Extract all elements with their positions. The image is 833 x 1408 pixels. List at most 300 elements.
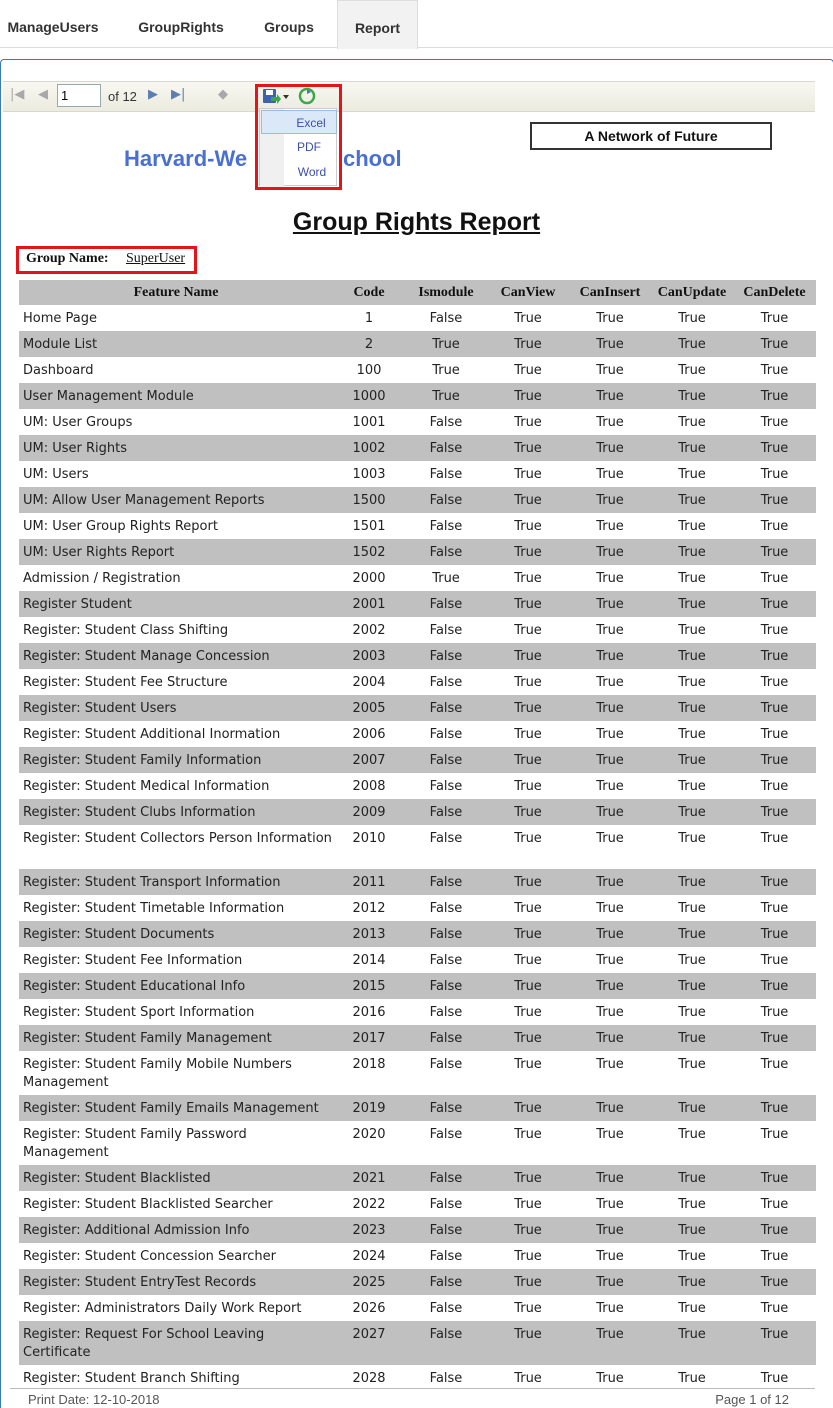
col-feature-name: Feature Name bbox=[19, 280, 333, 305]
canupdate-cell: True bbox=[678, 675, 706, 690]
table-row bbox=[19, 643, 816, 669]
table-row bbox=[19, 1269, 816, 1295]
table-row bbox=[19, 539, 816, 565]
code-cell: 1 bbox=[364, 311, 374, 326]
code-cell: 2012 bbox=[352, 901, 386, 916]
col-caninsert: CanInsert bbox=[569, 280, 651, 305]
canupdate-cell: True bbox=[678, 953, 706, 968]
code-cell: 2010 bbox=[352, 831, 386, 846]
table-row bbox=[19, 999, 816, 1025]
table-row bbox=[19, 1121, 816, 1165]
caninsert-cell: True bbox=[569, 383, 651, 409]
code-cell: 2015 bbox=[333, 973, 405, 999]
tab-grouprights[interactable]: GroupRights bbox=[138, 19, 224, 35]
caninsert-cell: True bbox=[596, 779, 624, 794]
table-row bbox=[19, 487, 816, 513]
candelete-cell: True bbox=[760, 1057, 789, 1072]
code-cell: 2019 bbox=[333, 1095, 405, 1121]
canview-cell: True bbox=[514, 1005, 542, 1020]
caninsert-cell: True bbox=[569, 799, 651, 825]
candelete-cell: True bbox=[760, 901, 789, 916]
canview-cell: True bbox=[487, 435, 569, 461]
feature-name-cell: Register: Student Blacklisted bbox=[19, 1165, 333, 1191]
candelete-cell: True bbox=[760, 311, 789, 326]
feature-name-cell: Register: Student Documents bbox=[19, 921, 333, 947]
ismodule-cell: False bbox=[429, 831, 463, 846]
canview-cell: True bbox=[514, 1249, 542, 1264]
canview-cell: True bbox=[487, 869, 569, 895]
ismodule-cell: False bbox=[429, 779, 463, 794]
table-row bbox=[19, 869, 816, 895]
tab-manageusers[interactable]: ManageUsers bbox=[7, 19, 99, 35]
candelete-cell: True bbox=[733, 487, 816, 513]
canupdate-cell: True bbox=[651, 973, 733, 999]
canupdate-cell: True bbox=[651, 539, 733, 565]
feature-name-cell: Admission / Registration bbox=[23, 571, 181, 586]
canview-cell: True bbox=[487, 1165, 569, 1191]
candelete-cell: True bbox=[760, 1197, 789, 1212]
table-row bbox=[19, 773, 816, 799]
ismodule-cell: False bbox=[405, 435, 487, 461]
ismodule-cell: False bbox=[429, 1249, 463, 1264]
candelete-cell: True bbox=[760, 1371, 789, 1386]
table-row bbox=[19, 1243, 816, 1269]
page-count-label: of 12 bbox=[108, 89, 137, 104]
col-code: Code bbox=[333, 280, 405, 305]
feature-name-cell: Register: Student Collectors Person Information bbox=[23, 831, 332, 846]
feature-name-cell: Register: Student Blacklisted Searcher bbox=[23, 1197, 273, 1212]
candelete-cell: True bbox=[760, 953, 789, 968]
feature-name-cell: Register: Student Family Management bbox=[19, 1025, 333, 1051]
candelete-cell: True bbox=[760, 415, 789, 430]
candelete-cell: True bbox=[733, 435, 816, 461]
caninsert-cell: True bbox=[569, 973, 651, 999]
caninsert-cell: True bbox=[596, 467, 624, 482]
canupdate-cell: True bbox=[651, 487, 733, 513]
candelete-cell: True bbox=[733, 1321, 816, 1365]
ismodule-cell: False bbox=[405, 487, 487, 513]
feature-name-cell: Register: Student Medical Information bbox=[23, 779, 270, 794]
ismodule-cell: False bbox=[429, 675, 463, 690]
table-row bbox=[19, 973, 816, 999]
caninsert-cell: True bbox=[596, 363, 624, 378]
code-cell: 100 bbox=[356, 363, 382, 378]
canview-cell: True bbox=[514, 363, 542, 378]
next-page-icon[interactable]: ▶ bbox=[148, 87, 158, 102]
feature-name-cell: Register: Student Branch Shifting bbox=[23, 1371, 240, 1386]
canupdate-cell: True bbox=[651, 383, 733, 409]
print-date: Print Date: 12-10-2018 bbox=[28, 1392, 160, 1407]
canupdate-cell: True bbox=[678, 311, 706, 326]
canview-cell: True bbox=[487, 1321, 569, 1365]
canupdate-cell: True bbox=[651, 1217, 733, 1243]
canview-cell: True bbox=[514, 1057, 542, 1072]
canview-cell: True bbox=[487, 331, 569, 357]
table-row bbox=[19, 1165, 816, 1191]
ismodule-cell: False bbox=[405, 921, 487, 947]
canview-cell: True bbox=[487, 921, 569, 947]
code-cell: 1500 bbox=[333, 487, 405, 513]
canview-cell: True bbox=[514, 623, 542, 638]
feature-name-cell: Register: Student Family Information bbox=[19, 747, 333, 773]
code-cell: 1000 bbox=[333, 383, 405, 409]
candelete-cell: True bbox=[760, 571, 789, 586]
code-cell: 2013 bbox=[333, 921, 405, 947]
code-cell: 2016 bbox=[352, 1005, 386, 1020]
code-cell: 2017 bbox=[333, 1025, 405, 1051]
caninsert-cell: True bbox=[569, 435, 651, 461]
feature-name-cell: Register: Student EntryTest Records bbox=[19, 1269, 333, 1295]
export-word-option[interactable]: Word bbox=[297, 165, 327, 179]
export-pdf-option[interactable]: PDF bbox=[297, 140, 321, 154]
candelete-cell: True bbox=[733, 1025, 816, 1051]
ismodule-cell: False bbox=[429, 727, 463, 742]
ismodule-cell: False bbox=[405, 973, 487, 999]
school-name-visible: Harvard-We bbox=[124, 146, 248, 171]
candelete-cell: True bbox=[760, 675, 789, 690]
candelete-cell: True bbox=[760, 1249, 789, 1264]
ismodule-cell: False bbox=[429, 953, 463, 968]
candelete-cell: True bbox=[733, 1165, 816, 1191]
feature-name-cell: Home Page bbox=[23, 311, 97, 326]
tab-report[interactable]: Report bbox=[337, 0, 418, 49]
canupdate-cell: True bbox=[678, 727, 706, 742]
candelete-cell: True bbox=[733, 973, 816, 999]
canupdate-cell: True bbox=[651, 435, 733, 461]
canview-cell: True bbox=[514, 953, 542, 968]
feature-name-cell: Register: Student Manage Concession bbox=[19, 643, 333, 669]
ismodule-cell: False bbox=[405, 695, 487, 721]
feature-name-cell: Module List bbox=[19, 331, 333, 357]
feature-name-cell: Register: Student Educational Info bbox=[19, 973, 333, 999]
feature-name-cell: Register Student bbox=[19, 591, 333, 617]
code-cell: 2003 bbox=[333, 643, 405, 669]
table-row bbox=[19, 895, 816, 921]
code-cell: 2006 bbox=[352, 727, 386, 742]
caninsert-cell: True bbox=[569, 1321, 651, 1365]
candelete-cell: True bbox=[733, 921, 816, 947]
caninsert-cell: True bbox=[596, 571, 624, 586]
code-cell: 1003 bbox=[352, 467, 386, 482]
ismodule-cell: False bbox=[405, 539, 487, 565]
ismodule-cell: False bbox=[429, 467, 463, 482]
feature-name-cell: UM: User Rights bbox=[19, 435, 333, 461]
canupdate-cell: True bbox=[678, 415, 706, 430]
code-cell: 2024 bbox=[352, 1249, 386, 1264]
caninsert-cell: True bbox=[596, 1057, 624, 1072]
candelete-cell: True bbox=[733, 1217, 816, 1243]
caninsert-cell: True bbox=[596, 953, 624, 968]
canview-cell: True bbox=[514, 311, 542, 326]
candelete-cell: True bbox=[733, 747, 816, 773]
ismodule-cell: False bbox=[429, 623, 463, 638]
group-name-label: Group Name: bbox=[26, 251, 109, 266]
rights-table bbox=[19, 280, 816, 1391]
caninsert-cell: True bbox=[569, 643, 651, 669]
feature-name-cell: Register: Student Sport Information bbox=[23, 1005, 255, 1020]
canupdate-cell: True bbox=[678, 519, 706, 534]
col-canupdate: CanUpdate bbox=[651, 280, 733, 305]
caninsert-cell: True bbox=[569, 695, 651, 721]
tagline-box: A Network of Future bbox=[530, 122, 772, 150]
canview-cell: True bbox=[487, 799, 569, 825]
caninsert-cell: True bbox=[569, 1095, 651, 1121]
table-header-row bbox=[19, 280, 816, 305]
ismodule-cell: False bbox=[429, 901, 463, 916]
caninsert-cell: True bbox=[596, 623, 624, 638]
candelete-cell: True bbox=[733, 539, 816, 565]
table-row bbox=[19, 1321, 816, 1365]
candelete-cell: True bbox=[733, 331, 816, 357]
caninsert-cell: True bbox=[596, 1005, 624, 1020]
canview-cell: True bbox=[514, 901, 542, 916]
feature-name-cell: Register: Student Timetable Information bbox=[23, 901, 285, 916]
table-row bbox=[19, 1025, 816, 1051]
table-row bbox=[19, 435, 816, 461]
table-row bbox=[19, 669, 816, 695]
footer-divider bbox=[10, 1388, 815, 1389]
canupdate-cell: True bbox=[678, 779, 706, 794]
ismodule-cell: False bbox=[405, 1025, 487, 1051]
table-row bbox=[19, 1095, 816, 1121]
canupdate-cell: True bbox=[651, 869, 733, 895]
code-cell: 2009 bbox=[333, 799, 405, 825]
caninsert-cell: True bbox=[596, 727, 624, 742]
canview-cell: True bbox=[487, 383, 569, 409]
canview-cell: True bbox=[514, 519, 542, 534]
table-row bbox=[19, 305, 816, 331]
feature-name-cell: Register: Student Additional Inormation bbox=[23, 727, 281, 742]
ismodule-cell: False bbox=[405, 869, 487, 895]
ismodule-cell: False bbox=[429, 1005, 463, 1020]
table-row bbox=[19, 1191, 816, 1217]
export-excel-option[interactable]: Excel bbox=[261, 110, 337, 134]
canview-cell: True bbox=[514, 571, 542, 586]
canupdate-cell: True bbox=[651, 747, 733, 773]
code-cell: 2004 bbox=[352, 675, 386, 690]
prev-page-icon[interactable]: ◀ bbox=[38, 87, 48, 102]
canupdate-cell: True bbox=[651, 591, 733, 617]
last-page-icon[interactable]: ▶| bbox=[171, 87, 186, 102]
caninsert-cell: True bbox=[569, 1165, 651, 1191]
canupdate-cell: True bbox=[678, 1301, 706, 1316]
candelete-cell: True bbox=[760, 363, 789, 378]
feature-name-cell: Register: Administrators Daily Work Report bbox=[23, 1301, 302, 1316]
candelete-cell: True bbox=[733, 383, 816, 409]
candelete-cell: True bbox=[733, 799, 816, 825]
feature-name-cell: Register: Student Concession Searcher bbox=[23, 1249, 277, 1264]
canview-cell: True bbox=[487, 1025, 569, 1051]
code-cell: 2014 bbox=[352, 953, 386, 968]
feature-name-cell: Register: Additional Admission Info bbox=[19, 1217, 333, 1243]
table-row bbox=[19, 409, 816, 435]
ismodule-cell: True bbox=[405, 383, 487, 409]
caninsert-cell: True bbox=[596, 311, 624, 326]
canview-cell: True bbox=[514, 1197, 542, 1212]
first-page-icon[interactable]: |◀ bbox=[10, 87, 25, 102]
ismodule-cell: False bbox=[429, 1057, 463, 1072]
canupdate-cell: True bbox=[651, 695, 733, 721]
table-row bbox=[19, 1217, 816, 1243]
ismodule-cell: False bbox=[429, 1301, 463, 1316]
caninsert-cell: True bbox=[569, 591, 651, 617]
back-icon[interactable]: ◆ bbox=[218, 87, 228, 102]
table-row bbox=[19, 1051, 816, 1095]
ismodule-cell: False bbox=[405, 1165, 487, 1191]
table-row bbox=[19, 1295, 816, 1321]
canview-cell: True bbox=[514, 779, 542, 794]
feature-name-cell: Register: Student Fee Information bbox=[23, 953, 243, 968]
col-ismodule: Ismodule bbox=[405, 280, 487, 305]
caninsert-cell: True bbox=[596, 901, 624, 916]
caninsert-cell: True bbox=[596, 1371, 624, 1386]
canview-cell: True bbox=[487, 591, 569, 617]
code-cell: 2000 bbox=[352, 571, 386, 586]
feature-name-cell: UM: Allow User Management Reports bbox=[19, 487, 333, 513]
page-number-input[interactable] bbox=[57, 84, 101, 107]
caninsert-cell: True bbox=[596, 675, 624, 690]
canview-cell: True bbox=[487, 1217, 569, 1243]
canupdate-cell: True bbox=[651, 1095, 733, 1121]
candelete-cell: True bbox=[733, 869, 816, 895]
code-cell: 2001 bbox=[333, 591, 405, 617]
export-dropdown bbox=[259, 108, 337, 186]
caninsert-cell: True bbox=[569, 1025, 651, 1051]
canview-cell: True bbox=[514, 1301, 542, 1316]
candelete-cell: True bbox=[733, 1095, 816, 1121]
table-row bbox=[19, 721, 816, 747]
feature-name-cell: Register: Student Clubs Information bbox=[19, 799, 333, 825]
candelete-cell: True bbox=[733, 643, 816, 669]
canview-cell: True bbox=[514, 415, 542, 430]
canview-cell: True bbox=[514, 1127, 542, 1142]
caninsert-cell: True bbox=[569, 921, 651, 947]
candelete-cell: True bbox=[733, 591, 816, 617]
feature-name-cell: Register: Student Family Password Management bbox=[23, 1127, 247, 1160]
table-row bbox=[19, 799, 816, 825]
table-row bbox=[19, 565, 816, 591]
caninsert-cell: True bbox=[596, 519, 624, 534]
code-cell: 1002 bbox=[333, 435, 405, 461]
ismodule-cell: False bbox=[405, 1217, 487, 1243]
code-cell: 2027 bbox=[333, 1321, 405, 1365]
canupdate-cell: True bbox=[651, 1321, 733, 1365]
page-indicator: Page 1 of 12 bbox=[715, 1392, 789, 1407]
ismodule-cell: False bbox=[405, 747, 487, 773]
group-name-value[interactable]: SuperUser bbox=[126, 251, 186, 266]
canview-cell: True bbox=[487, 487, 569, 513]
feature-name-cell: Register: Student Family Emails Management bbox=[19, 1095, 333, 1121]
code-cell: 2020 bbox=[352, 1127, 386, 1142]
candelete-cell: True bbox=[733, 695, 816, 721]
canupdate-cell: True bbox=[678, 901, 706, 916]
canupdate-cell: True bbox=[678, 571, 706, 586]
code-cell: 2011 bbox=[333, 869, 405, 895]
canview-cell: True bbox=[487, 695, 569, 721]
school-name bbox=[124, 146, 247, 172]
code-cell: 2002 bbox=[352, 623, 386, 638]
caninsert-cell: True bbox=[569, 1217, 651, 1243]
canupdate-cell: True bbox=[651, 1165, 733, 1191]
candelete-cell: True bbox=[760, 831, 789, 846]
code-cell: 1501 bbox=[352, 519, 386, 534]
feature-name-cell: Register: Student Users bbox=[19, 695, 333, 721]
col-canview: CanView bbox=[487, 280, 569, 305]
canview-cell: True bbox=[487, 1095, 569, 1121]
feature-name-cell: Register: Student Class Shifting bbox=[23, 623, 229, 638]
canupdate-cell: True bbox=[678, 831, 706, 846]
code-cell: 2008 bbox=[352, 779, 386, 794]
col-candelete: CanDelete bbox=[733, 280, 816, 305]
caninsert-cell: True bbox=[569, 331, 651, 357]
table-row bbox=[19, 947, 816, 973]
feature-name-cell: Register: Student Transport Information bbox=[19, 869, 333, 895]
ismodule-cell: False bbox=[405, 1321, 487, 1365]
canupdate-cell: True bbox=[678, 1005, 706, 1020]
ismodule-cell: False bbox=[429, 1127, 463, 1142]
table-row bbox=[19, 617, 816, 643]
ismodule-cell: True bbox=[405, 331, 487, 357]
ismodule-cell: False bbox=[405, 591, 487, 617]
code-cell: 2023 bbox=[333, 1217, 405, 1243]
canview-cell: True bbox=[514, 675, 542, 690]
ismodule-cell: False bbox=[429, 519, 463, 534]
ismodule-cell: False bbox=[405, 799, 487, 825]
canupdate-cell: True bbox=[678, 1197, 706, 1212]
code-cell: 1502 bbox=[333, 539, 405, 565]
feature-name-cell: Register: Student Family Mobile Numbers Management bbox=[23, 1057, 292, 1090]
candelete-cell: True bbox=[760, 727, 789, 742]
canview-cell: True bbox=[487, 643, 569, 669]
code-cell: 2021 bbox=[333, 1165, 405, 1191]
code-cell: 2 bbox=[333, 331, 405, 357]
code-cell: 2025 bbox=[333, 1269, 405, 1295]
table-row bbox=[19, 331, 816, 357]
ismodule-cell: True bbox=[432, 363, 460, 378]
canupdate-cell: True bbox=[651, 643, 733, 669]
caninsert-cell: True bbox=[569, 487, 651, 513]
candelete-cell: True bbox=[760, 1127, 789, 1142]
table-row bbox=[19, 747, 816, 773]
candelete-cell: True bbox=[760, 1005, 789, 1020]
caninsert-cell: True bbox=[596, 1127, 624, 1142]
canupdate-cell: True bbox=[651, 331, 733, 357]
canview-cell: True bbox=[487, 1269, 569, 1295]
tab-groups[interactable]: Groups bbox=[264, 19, 314, 35]
ismodule-cell: False bbox=[405, 643, 487, 669]
table-row bbox=[19, 695, 816, 721]
code-cell: 2026 bbox=[352, 1301, 386, 1316]
caninsert-cell: True bbox=[596, 1301, 624, 1316]
code-cell: 1001 bbox=[352, 415, 386, 430]
table-row bbox=[19, 357, 816, 383]
canview-cell: True bbox=[514, 467, 542, 482]
table-row bbox=[19, 513, 816, 539]
canupdate-cell: True bbox=[651, 1269, 733, 1295]
candelete-cell: True bbox=[760, 779, 789, 794]
table-row bbox=[19, 383, 816, 409]
candelete-cell: True bbox=[760, 467, 789, 482]
caninsert-cell: True bbox=[569, 1269, 651, 1295]
feature-name-cell: UM: User Groups bbox=[23, 415, 133, 430]
table-row bbox=[19, 591, 816, 617]
canupdate-cell: True bbox=[678, 1127, 706, 1142]
table-row bbox=[19, 461, 816, 487]
caninsert-cell: True bbox=[596, 415, 624, 430]
feature-name-cell: UM: User Rights Report bbox=[19, 539, 333, 565]
candelete-cell: True bbox=[760, 623, 789, 638]
candelete-cell: True bbox=[760, 519, 789, 534]
